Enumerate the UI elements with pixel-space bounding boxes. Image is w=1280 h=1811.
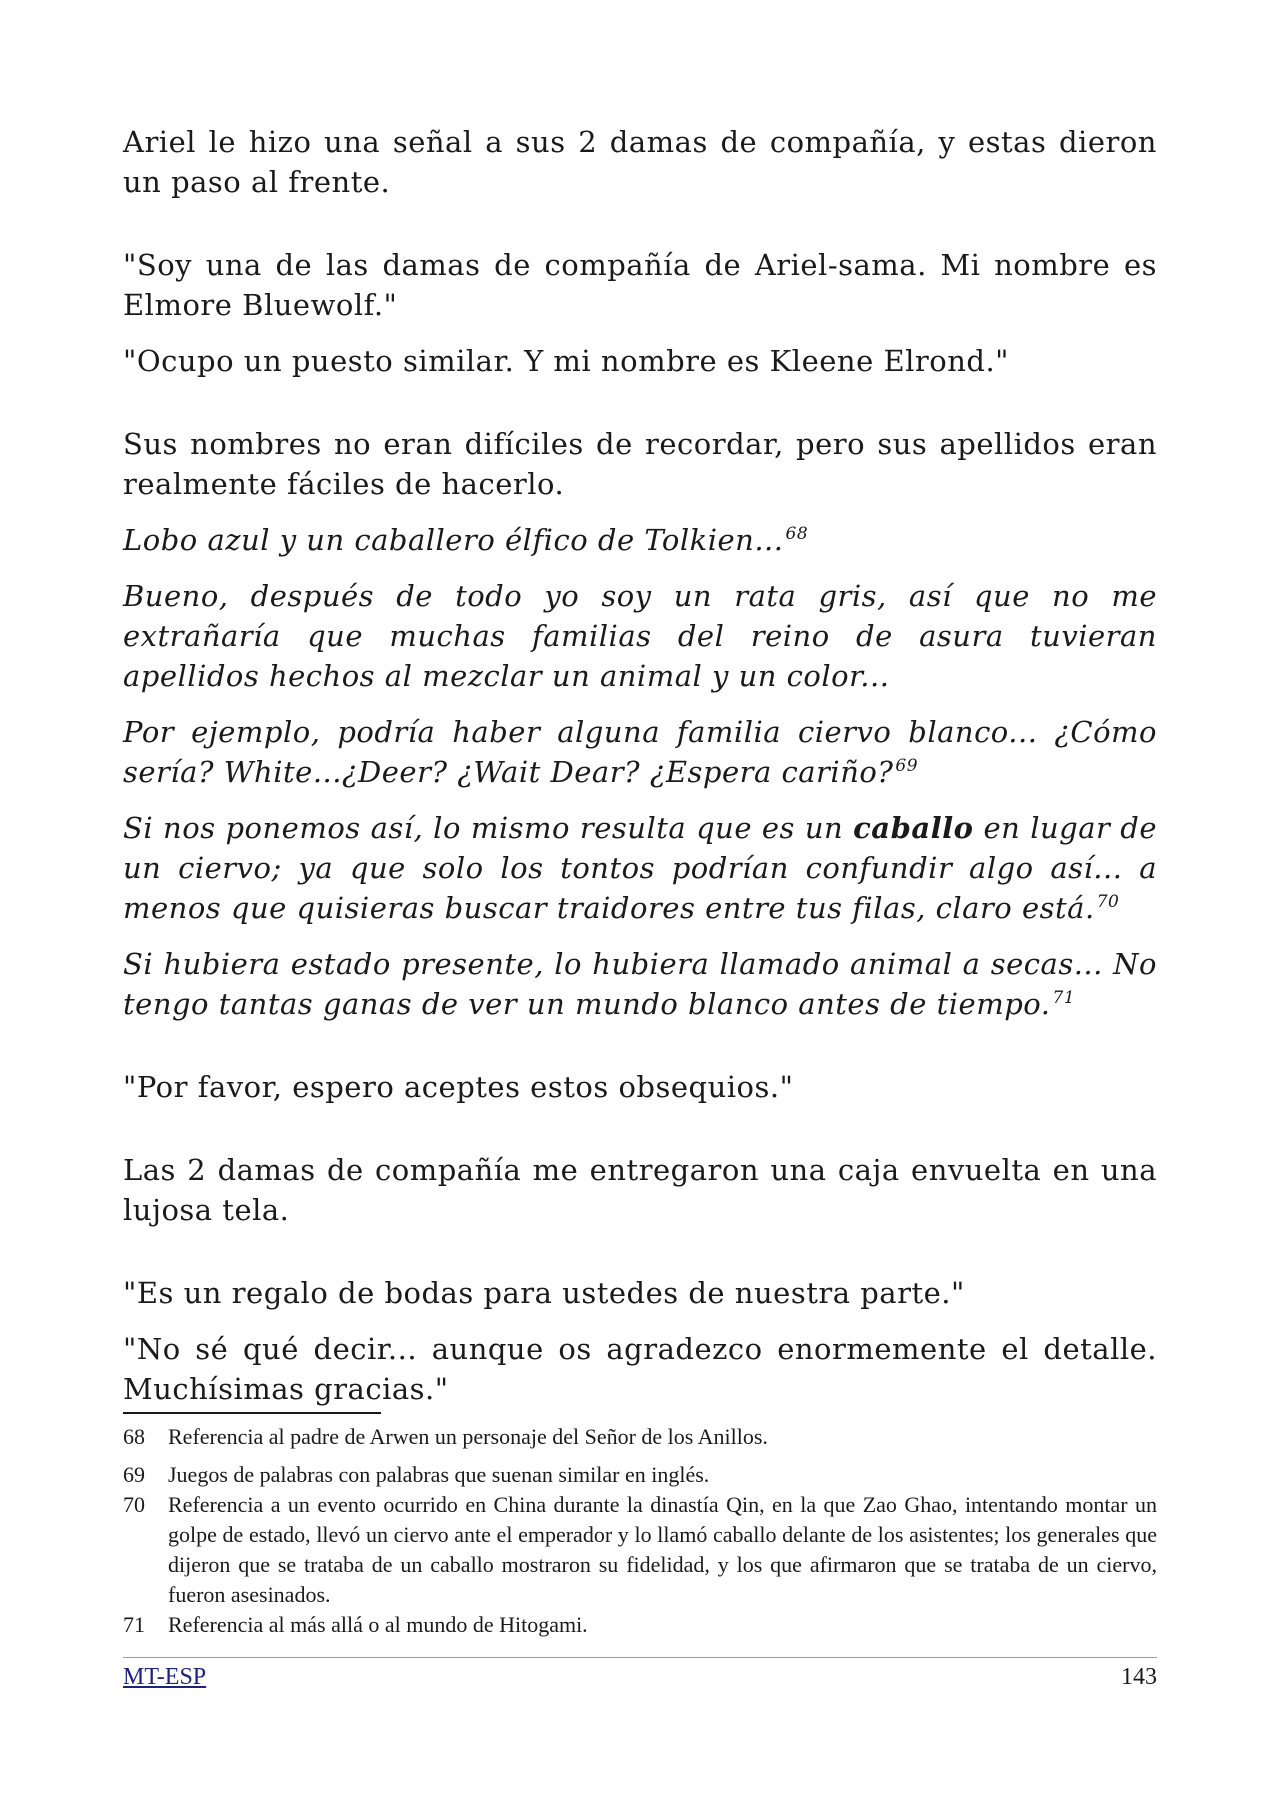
footnote-ref[interactable]: 68 [785, 524, 809, 545]
page-number: 143 [1121, 1664, 1157, 1690]
inner-thought [123, 520, 1157, 560]
footnote-separator [123, 1412, 381, 1414]
inner-thought [123, 712, 1157, 792]
footnote-ref[interactable]: 70 [1096, 892, 1120, 913]
bold-word: caballo [853, 811, 974, 845]
paragraph: Sus nombres no eran difíciles de recordar, pero sus apellidos eran realmente fáciles de hacerlo. [123, 427, 1157, 501]
thought-text: Lobo azul y un caballero élfico de Tolkien... [123, 523, 784, 557]
footer-link[interactable]: MT-ESP [123, 1664, 207, 1690]
dialogue-line: "Soy una de las damas de compañía de Ariel-sama. Mi nombre es Elmore Bluewolf." [123, 248, 1157, 322]
footnote-number: 68 [123, 1424, 145, 1449]
dialogue-line: "Es un regalo de bodas para ustedes de nuestra parte." [123, 1276, 965, 1310]
footnote [123, 1460, 1157, 1490]
paragraph: Las 2 damas de compañía me entregaron una caja envuelta en una lujosa tela. [123, 1153, 1157, 1227]
thought-text: Por ejemplo, podría haber alguna familia ciervo blanco... ¿Cómo sería? White...¿Deer? ¿Wait Dear? ¿Espera cariño? [123, 715, 1157, 789]
thought-text: Si hubiera estado presente, lo hubiera llamado animal a secas... No tengo tantas ganas de ver un mundo blanco antes de tiempo. [123, 947, 1157, 1021]
footnote-text: Juegos de palabras con palabras que suenan similar en inglés. [168, 1462, 710, 1487]
footnote [123, 1610, 1157, 1640]
dialogue-line: "Ocupo un puesto similar. Y mi nombre es Kleene Elrond." [123, 344, 1010, 378]
footnote-number: 70 [123, 1492, 145, 1517]
page-footer [123, 1662, 1157, 1692]
inner-thought: Bueno, después de todo yo soy un rata gris, así que no me extrañaría que muchas familias del reino de asura tuvieran apellidos hechos al mezclar un animal y un color... [123, 579, 1157, 693]
thought-text: en lugar de un ciervo; ya que solo los tontos podrían confundir algo así... a menos que quisieras buscar traidores entre tus filas, claro está. [123, 811, 1158, 925]
footnote-number: 71 [123, 1612, 145, 1637]
footnote-text: Referencia al más allá o al mundo de Hitogami. [168, 1612, 588, 1637]
inner-thought [123, 808, 1157, 928]
footnotes [123, 1422, 1157, 1648]
footnote-ref[interactable]: 69 [895, 756, 919, 777]
footnote-ref[interactable]: 71 [1052, 988, 1076, 1009]
footnote-text: Referencia al padre de Arwen un personaje del Señor de los Anillos. [168, 1424, 768, 1449]
footnote [123, 1490, 1157, 1610]
main-text [123, 122, 1157, 1409]
paragraph: Ariel le hizo una señal a sus 2 damas de compañía, y estas dieron un paso al frente. [123, 125, 1157, 199]
dialogue-line: "Por favor, espero aceptes estos obsequios." [123, 1070, 794, 1104]
thought-text: Si nos ponemos así, lo mismo resulta que es un [123, 811, 844, 845]
inner-thought [123, 944, 1157, 1024]
footer-separator [123, 1657, 1157, 1658]
footnote-text: Referencia a un evento ocurrido en China durante la dinastía Qin, en la que Zao Ghao, intentando montar un golpe de estado, llevó un ciervo ante el emperador y lo llamó caballo delante de los asistentes; los generales que dijeron que se trataba de un caballo mostraron su fidelidad, y los que afirmaron que se trataba de un ciervo, fueron asesinados. [168, 1492, 1157, 1607]
footnote-number: 69 [123, 1462, 145, 1487]
dialogue-line: "No sé qué decir... aunque os agradezco enormemente el detalle. Muchísimas gracias." [123, 1332, 1157, 1406]
footnote [123, 1422, 1157, 1452]
